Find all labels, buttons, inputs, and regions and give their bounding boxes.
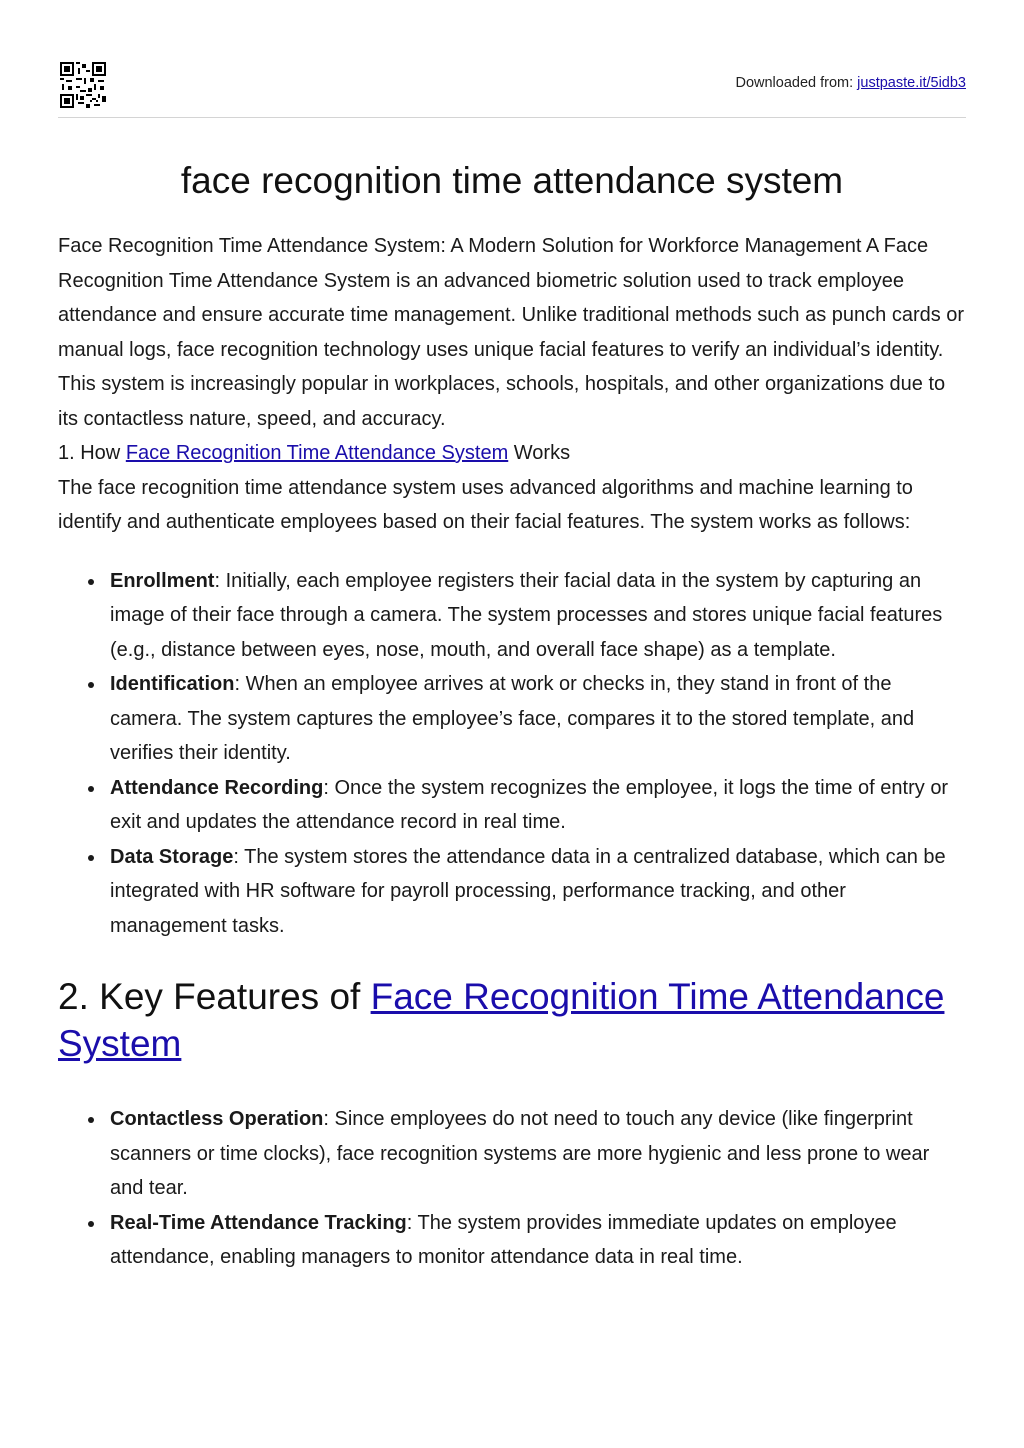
list-item	[110, 1206, 966, 1275]
qr-code-icon	[60, 62, 106, 108]
list-item-term: Attendance Recording	[110, 776, 324, 799]
how-heading	[58, 436, 966, 471]
list-item-text: : When an employee arrives at work or checks in, they stand in front of the camera. The system captures the employee’s face, compares it to the stored template, and verifies their identity.	[110, 673, 915, 764]
how-steps-list	[58, 564, 966, 944]
list-item-text: : Initially, each employee registers their facial data in the system by capturing an image of their face through a camera. The system processes and stores unique facial features (e.g., distance between eyes, nose, mouth, and overall face shape) as a template.	[110, 569, 943, 661]
bullet-icon	[88, 682, 94, 688]
page-header	[58, 0, 966, 118]
list-item-text: : The system stores the attendance data in a centralized database, which can be integrated with HR software for payroll processing, performance tracking, and other management tasks.	[110, 845, 946, 937]
features-heading-link[interactable]: Face Recognition Time Attendance System	[58, 976, 945, 1064]
list-item-term: Real-Time Attendance Tracking	[110, 1211, 407, 1234]
how-heading-suffix: Works	[508, 442, 571, 464]
list-item	[110, 840, 966, 944]
list-item	[110, 1102, 966, 1206]
list-item-term: Contactless Operation	[110, 1108, 324, 1130]
article-body	[58, 229, 966, 1275]
how-heading-prefix: 1. How	[58, 442, 126, 464]
bullet-icon	[88, 786, 94, 792]
document-page	[58, 0, 966, 1268]
intro-paragraph: Face Recognition Time Attendance System: A Modern Solution for Workforce Management A Face Recognition Time Attendance System is an advanced biometric solution used to track employee attendance and ensure accurate time management. Unlike traditional methods such as punch cards or manual logs, face recognition technology uses unique facial features to verify an individual’s identity. This system is increasingly popular in workplaces, schools, hospitals, and other organizations due to its contactless nature, speed, and accuracy.	[58, 235, 965, 430]
bullet-icon	[88, 1117, 94, 1123]
bullet-icon	[88, 855, 94, 861]
downloaded-from-label: Downloaded from:	[735, 75, 854, 91]
list-item-text: : Once the system recognizes the employee, it logs the time of entry or exit and updates the attendance record in real time.	[110, 776, 949, 833]
how-paragraph: The face recognition time attendance system uses advanced algorithms and machine learning to identify and authenticate employees based on their facial features. The system works as follows:	[58, 476, 913, 533]
page-title: face recognition time attendance system	[180, 160, 844, 201]
bullet-icon	[88, 579, 94, 585]
source-link[interactable]: justpaste.it/5idb3	[857, 75, 966, 91]
list-item-text: : Since employees do not need to touch any device (like fingerprint scanners or time clocks), face recognition systems are more hygienic and less prone to wear and tear.	[110, 1108, 930, 1199]
download-source	[735, 75, 966, 91]
list-item	[110, 564, 966, 668]
features-heading	[58, 973, 966, 1067]
bullet-icon	[88, 1221, 94, 1227]
list-item	[110, 771, 966, 840]
features-heading-prefix: 2. Key Features of	[58, 976, 371, 1017]
features-list	[58, 1102, 966, 1275]
list-item	[110, 667, 966, 771]
list-item-term: Data Storage	[110, 845, 234, 868]
how-heading-link[interactable]: Face Recognition Time Attendance System	[125, 442, 509, 464]
list-item-term: Identification	[110, 673, 235, 695]
list-item-text: : The system provides immediate updates on employee attendance, enabling managers to monitor attendance data in real time.	[110, 1211, 897, 1268]
list-item-term: Enrollment	[110, 569, 215, 592]
